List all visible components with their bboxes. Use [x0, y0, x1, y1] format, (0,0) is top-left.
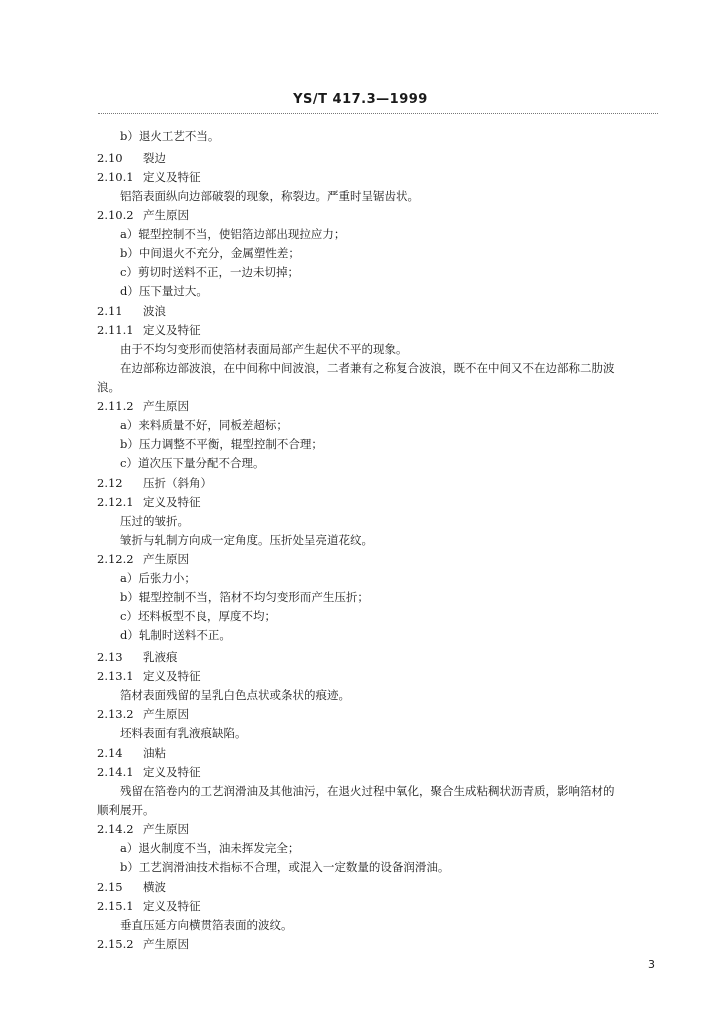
section-number: 2.13.2 — [97, 707, 134, 721]
subsection-heading — [97, 668, 201, 684]
paragraph: 垂直压延方向横贯箔表面的波纹。 — [120, 918, 293, 932]
subsection-heading — [97, 821, 189, 837]
section-number: 2.15.2 — [97, 937, 134, 951]
section-number: 2.11.2 — [97, 399, 134, 413]
section-title: 定义及特征 — [143, 899, 201, 913]
list-item: c）道次压下量分配不合理。 — [120, 456, 265, 470]
list-item: b）压力调整不平衡，辊型控制不合理； — [120, 437, 323, 451]
section-title: 产生原因 — [143, 822, 189, 836]
section-title: 乳液痕 — [143, 650, 178, 664]
list-item: d）压下量过大。 — [120, 284, 208, 298]
subsection-heading — [97, 494, 201, 510]
section-number: 2.13 — [97, 650, 123, 664]
paragraph: 皱折与轧制方向成一定角度。压折处呈亮道花纹。 — [120, 533, 373, 547]
paragraph: 坯料表面有乳液痕缺陷。 — [120, 726, 247, 740]
paragraph-continuation: 浪。 — [97, 380, 120, 394]
section-title: 横波 — [143, 880, 166, 894]
section-number: 2.12 — [97, 476, 123, 490]
subsection-heading — [97, 764, 201, 780]
section-heading — [97, 150, 166, 166]
paragraph: 残留在箔卷内的工艺润滑油及其他油污，在退火过程中氧化，聚合生成粘稠状沥青质，影响箔材的 — [120, 784, 615, 798]
section-number: 2.12.2 — [97, 552, 134, 566]
section-title: 产生原因 — [143, 937, 189, 951]
section-title: 定义及特征 — [143, 495, 201, 509]
subsection-heading — [97, 898, 201, 914]
list-item: d）轧制时送料不正。 — [120, 628, 231, 642]
subsection-heading — [97, 706, 189, 722]
section-title: 产生原因 — [143, 208, 189, 222]
list-item: b）中间退火不充分，金属塑性差； — [120, 246, 300, 260]
section-title: 定义及特征 — [143, 765, 201, 779]
section-number: 2.11.1 — [97, 323, 134, 337]
section-title: 产生原因 — [143, 399, 189, 413]
section-heading — [97, 649, 178, 665]
section-title: 定义及特征 — [143, 669, 201, 683]
section-title: 裂边 — [143, 151, 166, 165]
paragraph: 由于不均匀变形而使箔材表面局部产生起伏不平的现象。 — [120, 342, 408, 356]
section-title: 定义及特征 — [143, 170, 201, 184]
section-number: 2.12.1 — [97, 495, 134, 509]
section-heading — [97, 303, 166, 319]
section-number: 2.10 — [97, 151, 123, 165]
section-number: 2.13.1 — [97, 669, 134, 683]
list-item: a）退火制度不当，油未挥发完全； — [120, 841, 300, 855]
subsection-heading — [97, 936, 189, 952]
standard-code-header: YS/T 417.3—1999 — [293, 92, 428, 107]
list-item: c）坯料板型不良，厚度不均； — [120, 609, 276, 623]
section-heading — [97, 879, 166, 895]
section-number: 2.15.1 — [97, 899, 134, 913]
section-title: 波浪 — [143, 304, 166, 318]
list-item: a）后张力小； — [120, 571, 196, 585]
list-item: c）剪切时送料不正，一边未切掉； — [120, 265, 299, 279]
section-title: 定义及特征 — [143, 323, 201, 337]
section-title: 压折（斜角） — [143, 476, 212, 490]
section-number: 2.10.1 — [97, 170, 134, 184]
paragraph: 压过的皱折。 — [120, 514, 189, 528]
subsection-heading — [97, 322, 201, 338]
list-item: b）辊型控制不当，箔材不均匀变形而产生压折； — [120, 590, 369, 604]
list-item: b）工艺润滑油技术指标不合理，或混入一定数量的设备润滑油。 — [120, 860, 450, 874]
section-title: 产生原因 — [143, 707, 189, 721]
section-title: 油粘 — [143, 746, 166, 760]
page-number: 3 — [648, 958, 655, 971]
section-number: 2.11 — [97, 304, 123, 318]
section-number: 2.14.2 — [97, 822, 134, 836]
section-number: 2.15 — [97, 880, 123, 894]
header-divider — [98, 113, 658, 114]
subsection-heading — [97, 207, 189, 223]
paragraph-continuation: 顺利展开。 — [97, 803, 155, 817]
section-heading — [97, 745, 166, 761]
section-heading — [97, 475, 212, 491]
paragraph: 铝箔表面纵向边部破裂的现象，称裂边。严重时呈锯齿状。 — [120, 189, 419, 203]
subsection-heading — [97, 551, 189, 567]
paragraph: 箔材表面残留的呈乳白色点状或条状的痕迹。 — [120, 688, 350, 702]
section-number: 2.14 — [97, 746, 123, 760]
section-number: 2.14.1 — [97, 765, 134, 779]
subsection-heading — [97, 398, 189, 414]
paragraph: 在边部称边部波浪，在中间称中间波浪，二者兼有之称复合波浪，既不在中间又不在边部称二肋波 — [120, 361, 615, 375]
section-title: 产生原因 — [143, 552, 189, 566]
section-number: 2.10.2 — [97, 208, 134, 222]
subsection-heading — [97, 169, 201, 185]
list-item: b）退火工艺不当。 — [120, 129, 220, 143]
list-item: a）来料质量不好，同板差超标； — [120, 418, 288, 432]
list-item: a）辊型控制不当，使铝箔边部出现拉应力； — [120, 227, 346, 241]
